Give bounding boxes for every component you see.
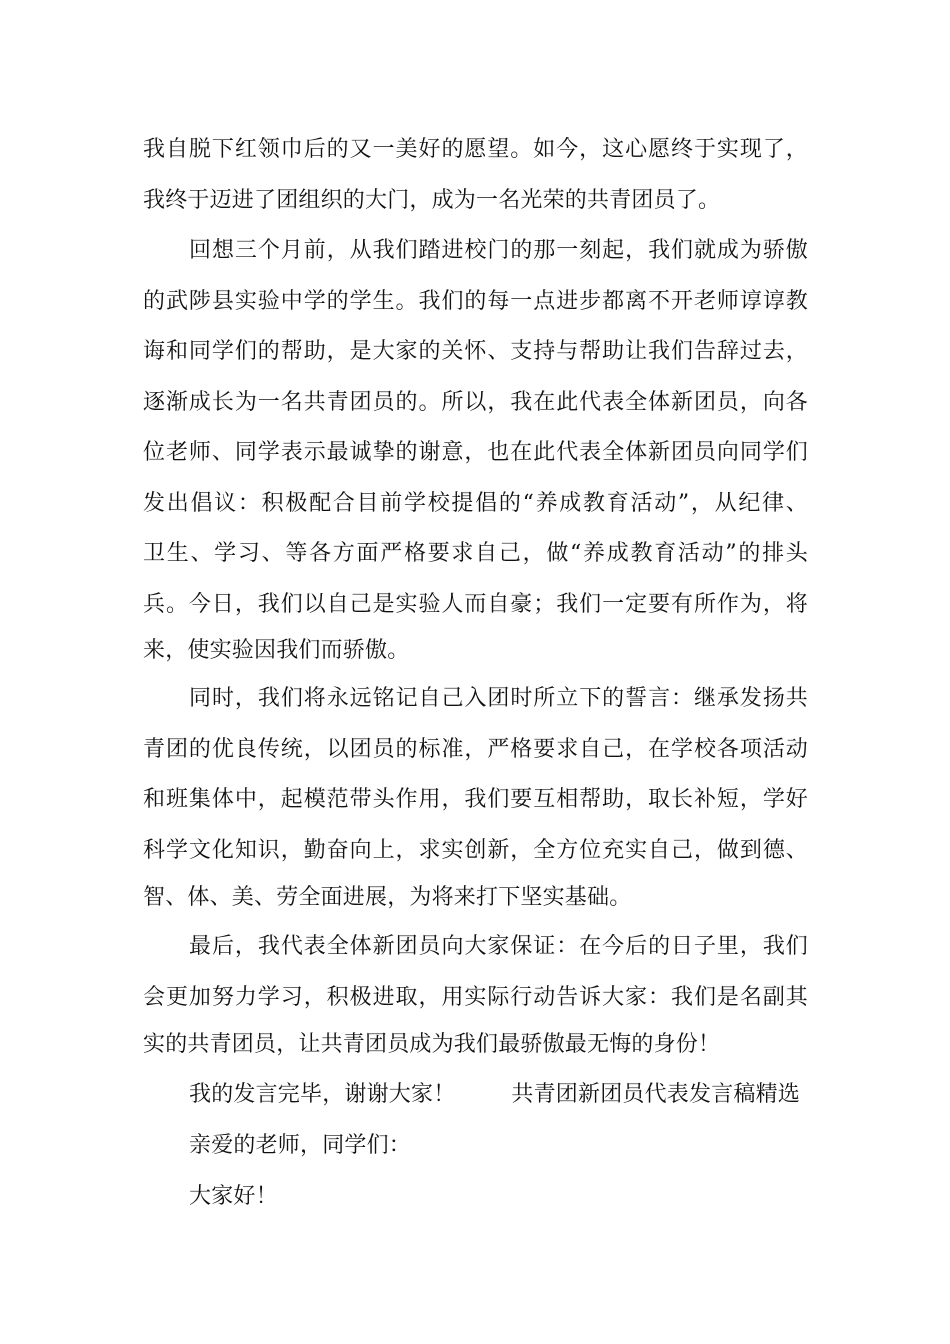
text-line: 我自脱下红领巾后的又一美好的愿望。如今，这心愿终于实现了， [143, 137, 808, 162]
text-line: 诲和同学们的帮助，是大家的关怀、支持与帮助让我们告辞过去， [143, 339, 808, 364]
greeting: 大家好！ [189, 1184, 278, 1209]
text-line: 的武陟县实验中学的学生。我们的每一点进步都离不开老师谆谆教 [143, 289, 808, 314]
salutation: 亲爱的老师，同学们： [189, 1133, 412, 1158]
text-line: 实的共青团员，让共青团员成为我们最骄傲最无悔的身份！ [143, 1032, 721, 1057]
text-line: 发出倡议：积极配合目前学校提倡的“养成教育活动”，从纪律、 [143, 491, 808, 516]
closing-text: 我的发言完毕，谢谢大家！ [189, 1082, 456, 1107]
text-line: 会更加努力学习，积极进取，用实际行动告诉大家：我们是名副其 [143, 985, 808, 1010]
closing-line [189, 1075, 854, 1115]
text-line: 来，使实验因我们而骄傲。 [143, 638, 410, 663]
paragraph-start-line: 回想三个月前，从我们踏进校门的那一刻起，我们就成为骄傲 [189, 238, 808, 263]
paragraph-start-line: 最后，我代表全体新团员向大家保证：在今后的日子里，我们 [189, 934, 808, 959]
text-line: 科学文化知识，勤奋向上，求实创新，全方位充实自己，做到德、 [143, 838, 808, 863]
text-line: 位老师、同学表示最诚挚的谢意，也在此代表全体新团员向同学们 [143, 440, 808, 465]
text-line: 青团的优良传统，以团员的标准，严格要求自己，在学校各项活动 [143, 737, 808, 762]
text-line: 兵。今日，我们以自己是实验人而自豪；我们一定要有所作为，将 [143, 592, 808, 617]
text-line: 逐渐成长为一名共青团员的。所以，我在此代表全体新团员，向各 [143, 390, 808, 415]
text-line: 我终于迈进了团组织的大门，成为一名光荣的共青团员了。 [143, 188, 721, 213]
text-line: 智、体、美、劳全面进展，为将来打下坚实基础。 [143, 885, 632, 910]
next-article-title: 共青团新团员代表发言稿精选 [511, 1082, 801, 1107]
text-line: 卫生、学习、等各方面严格要求自己，做“养成教育活动”的排头 [143, 541, 808, 566]
paragraph-start-line: 同时，我们将永远铭记自己入团时所立下的誓言：继承发扬共 [189, 686, 808, 711]
text-line: 和班集体中，起模范带头作用，我们要互相帮助，取长补短，学好 [143, 787, 808, 812]
